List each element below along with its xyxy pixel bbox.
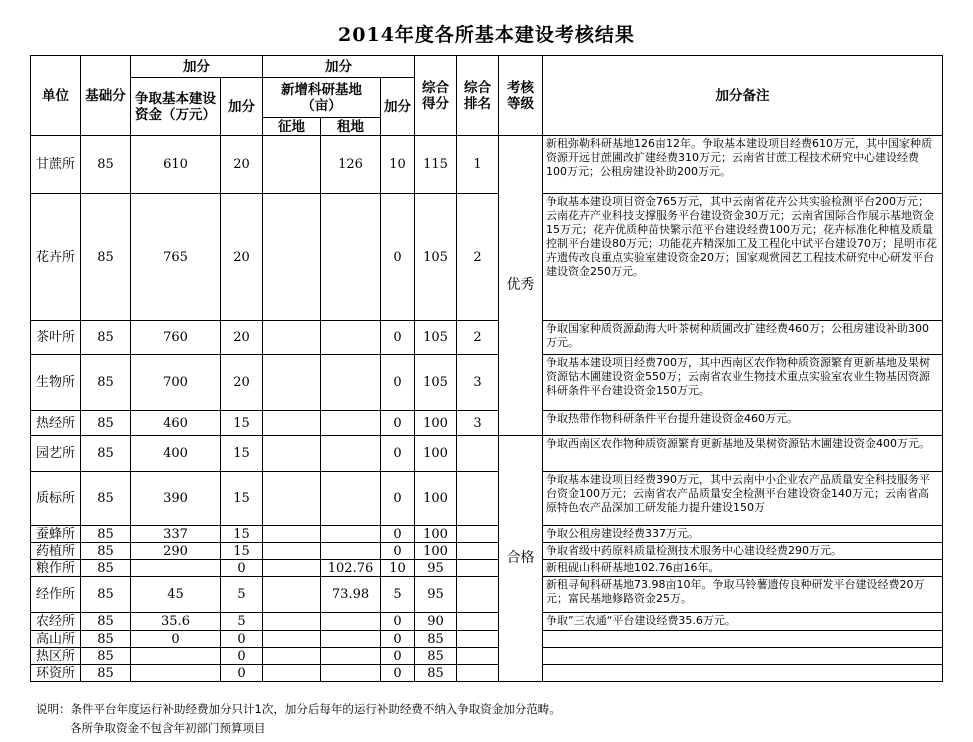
header-fund: 争取基本建设资金（万元） bbox=[131, 78, 221, 136]
cell-base: 85 bbox=[81, 321, 131, 355]
cell-rank bbox=[457, 436, 499, 472]
cell-note: 争取西南区农作物种质资源繁育更新基地及果树资源钻木圃建设资金400万元。 bbox=[543, 436, 943, 472]
cell-rent bbox=[321, 526, 381, 543]
cell-base: 85 bbox=[81, 436, 131, 472]
cell-total: 105 bbox=[415, 321, 457, 355]
table-row bbox=[31, 436, 943, 472]
cell-fund: 390 bbox=[131, 472, 221, 526]
cell-rent bbox=[321, 613, 381, 631]
header-fund-score: 加分 bbox=[221, 78, 263, 136]
cell-total: 85 bbox=[415, 648, 457, 665]
cell-note bbox=[543, 631, 943, 648]
cell-total: 90 bbox=[415, 613, 457, 631]
table-row bbox=[31, 411, 943, 436]
header-land: 新增科研基地（亩） bbox=[263, 78, 381, 118]
cell-fund-score: 20 bbox=[221, 194, 263, 321]
cell-fund-score: 0 bbox=[221, 560, 263, 577]
cell-fund-score: 0 bbox=[221, 631, 263, 648]
cell-unit: 药植所 bbox=[31, 543, 81, 560]
cell-rent bbox=[321, 631, 381, 648]
cell-fund: 700 bbox=[131, 355, 221, 411]
cell-land-score: 10 bbox=[381, 560, 415, 577]
header-land-rent: 租地 bbox=[321, 118, 381, 136]
header-unit: 单位 bbox=[31, 56, 81, 136]
header-total: 综合得分 bbox=[415, 56, 457, 136]
cell-land-score: 0 bbox=[381, 631, 415, 648]
table-row bbox=[31, 665, 943, 682]
cell-fund-score: 0 bbox=[221, 648, 263, 665]
cell-acquire bbox=[263, 543, 321, 560]
cell-base: 85 bbox=[81, 543, 131, 560]
cell-base: 85 bbox=[81, 411, 131, 436]
header-land-acquire: 征地 bbox=[263, 118, 321, 136]
header-rank: 综合排名 bbox=[457, 56, 499, 136]
cell-unit: 园艺所 bbox=[31, 436, 81, 472]
cell-rank: 2 bbox=[457, 321, 499, 355]
cell-total: 105 bbox=[415, 355, 457, 411]
cell-rank bbox=[457, 613, 499, 631]
cell-rank bbox=[457, 526, 499, 543]
cell-land-score: 0 bbox=[381, 194, 415, 321]
cell-base: 85 bbox=[81, 136, 131, 194]
cell-rank bbox=[457, 631, 499, 648]
cell-base: 85 bbox=[81, 648, 131, 665]
cell-rent: 126 bbox=[321, 136, 381, 194]
cell-acquire bbox=[263, 472, 321, 526]
cell-unit: 农经所 bbox=[31, 613, 81, 631]
cell-base: 85 bbox=[81, 577, 131, 613]
cell-unit: 质标所 bbox=[31, 472, 81, 526]
cell-acquire bbox=[263, 411, 321, 436]
cell-base: 85 bbox=[81, 631, 131, 648]
table-row bbox=[31, 613, 943, 631]
cell-acquire bbox=[263, 648, 321, 665]
cell-unit: 高山所 bbox=[31, 631, 81, 648]
footer-note: 说明：条件平台年度运行补助经费加分只计1次，加分后每年的运行补助经费不纳入争取资金加分范畴。 bbox=[36, 702, 561, 716]
cell-note: 争取基本建设项目资金765万元，其中云南省花卉公共实验检测平台200万元；云南花卉产业科技支撑服务平台建设资金30万元；云南省国际合作展示基地资金15万元；花卉优质种苗快繁示范平台建设经费100万元；花卉标准化种植及质量控制平台建设80万元；功能花卉精深加工及工程化中试平台建设70万；昆明市花卉遗传改良重点实验室建设资金20万；国家观赏园艺工程技术研究中心研发平台建设资金250万元。 bbox=[543, 194, 943, 321]
header-bonus-land: 加分 bbox=[263, 56, 415, 78]
cell-acquire bbox=[263, 560, 321, 577]
cell-base: 85 bbox=[81, 665, 131, 682]
cell-fund-score: 5 bbox=[221, 613, 263, 631]
cell-rank: 3 bbox=[457, 355, 499, 411]
table-row bbox=[31, 355, 943, 411]
cell-fund: 400 bbox=[131, 436, 221, 472]
cell-total: 100 bbox=[415, 472, 457, 526]
cell-fund-score: 0 bbox=[221, 665, 263, 682]
cell-land-score: 5 bbox=[381, 577, 415, 613]
table-row bbox=[31, 560, 943, 577]
cell-rent bbox=[321, 472, 381, 526]
cell-fund: 765 bbox=[131, 194, 221, 321]
cell-land-score: 0 bbox=[381, 665, 415, 682]
cell-fund bbox=[131, 560, 221, 577]
cell-fund-score: 5 bbox=[221, 577, 263, 613]
cell-fund: 0 bbox=[131, 631, 221, 648]
header-land-score: 加分 bbox=[381, 78, 415, 136]
cell-rent bbox=[321, 411, 381, 436]
cell-unit: 粮作所 bbox=[31, 560, 81, 577]
table-row bbox=[31, 648, 943, 665]
cell-acquire bbox=[263, 194, 321, 321]
cell-fund: 35.6 bbox=[131, 613, 221, 631]
cell-land-score: 0 bbox=[381, 321, 415, 355]
cell-rent bbox=[321, 321, 381, 355]
cell-rent bbox=[321, 665, 381, 682]
cell-rent bbox=[321, 436, 381, 472]
cell-unit: 花卉所 bbox=[31, 194, 81, 321]
cell-rank: 2 bbox=[457, 194, 499, 321]
cell-base: 85 bbox=[81, 472, 131, 526]
cell-total: 95 bbox=[415, 560, 457, 577]
cell-land-score: 0 bbox=[381, 613, 415, 631]
cell-acquire bbox=[263, 321, 321, 355]
cell-fund-score: 15 bbox=[221, 411, 263, 436]
cell-land-score: 0 bbox=[381, 526, 415, 543]
cell-unit: 生物所 bbox=[31, 355, 81, 411]
cell-acquire bbox=[263, 136, 321, 194]
cell-rent bbox=[321, 648, 381, 665]
cell-total: 95 bbox=[415, 577, 457, 613]
cell-rent bbox=[321, 543, 381, 560]
table-row bbox=[31, 136, 943, 194]
cell-note: 争取国家种质资源勐海大叶茶树种质圃改扩建经费460万；公租房建设补助300万元。 bbox=[543, 321, 943, 355]
cell-rent bbox=[321, 194, 381, 321]
cell-rank bbox=[457, 560, 499, 577]
table-row bbox=[31, 526, 943, 543]
cell-acquire bbox=[263, 577, 321, 613]
cell-acquire bbox=[263, 436, 321, 472]
cell-note: 争取”三农通“平台建设经费35.6万元。 bbox=[543, 613, 943, 631]
cell-acquire bbox=[263, 526, 321, 543]
cell-fund bbox=[131, 665, 221, 682]
cell-fund-score: 20 bbox=[221, 136, 263, 194]
cell-rank bbox=[457, 648, 499, 665]
cell-base: 85 bbox=[81, 355, 131, 411]
cell-acquire bbox=[263, 665, 321, 682]
cell-note: 新租寻甸科研基地73.98亩10年。争取马铃薯遗传良种研发平台建设经费20万元；富民基地修路资金25万。 bbox=[543, 577, 943, 613]
cell-unit: 甘蔗所 bbox=[31, 136, 81, 194]
cell-base: 85 bbox=[81, 613, 131, 631]
cell-rank bbox=[457, 472, 499, 526]
footer-note-2: 各所争取资金不包含年初部门预算项目 bbox=[70, 721, 266, 735]
cell-land-score: 0 bbox=[381, 648, 415, 665]
table-row bbox=[31, 321, 943, 355]
cell-note: 争取省级中药原料质量检测技术服务中心建设经费290万元。 bbox=[543, 543, 943, 560]
table-row bbox=[31, 577, 943, 613]
cell-acquire bbox=[263, 613, 321, 631]
cell-land-score: 0 bbox=[381, 543, 415, 560]
cell-fund: 610 bbox=[131, 136, 221, 194]
cell-fund: 45 bbox=[131, 577, 221, 613]
cell-fund: 290 bbox=[131, 543, 221, 560]
cell-rent: 102.76 bbox=[321, 560, 381, 577]
cell-total: 100 bbox=[415, 543, 457, 560]
cell-rank bbox=[457, 665, 499, 682]
cell-note bbox=[543, 665, 943, 682]
table-row bbox=[31, 472, 943, 526]
cell-land-score: 10 bbox=[381, 136, 415, 194]
cell-land-score: 0 bbox=[381, 411, 415, 436]
cell-note bbox=[543, 648, 943, 665]
cell-rank bbox=[457, 577, 499, 613]
table-row bbox=[31, 631, 943, 648]
cell-unit: 环资所 bbox=[31, 665, 81, 682]
cell-total: 100 bbox=[415, 411, 457, 436]
table-row bbox=[31, 194, 943, 321]
cell-fund-score: 20 bbox=[221, 355, 263, 411]
cell-unit: 蚕蜂所 bbox=[31, 526, 81, 543]
cell-note: 争取公租房建设经费337万元。 bbox=[543, 526, 943, 543]
cell-fund: 337 bbox=[131, 526, 221, 543]
cell-base: 85 bbox=[81, 526, 131, 543]
page-title: 2014年度各所基本建设考核结果 bbox=[338, 24, 635, 46]
cell-fund-score: 15 bbox=[221, 436, 263, 472]
cell-acquire bbox=[263, 631, 321, 648]
cell-acquire bbox=[263, 355, 321, 411]
cell-fund-score: 15 bbox=[221, 526, 263, 543]
cell-note: 争取热带作物科研条件平台提升建设资金460万元。 bbox=[543, 411, 943, 436]
cell-total: 115 bbox=[415, 136, 457, 194]
cell-fund bbox=[131, 648, 221, 665]
cell-fund-score: 15 bbox=[221, 543, 263, 560]
table-row bbox=[31, 543, 943, 560]
cell-unit: 经作所 bbox=[31, 577, 81, 613]
cell-fund-score: 15 bbox=[221, 472, 263, 526]
cell-base: 85 bbox=[81, 194, 131, 321]
cell-fund-score: 20 bbox=[221, 321, 263, 355]
cell-note: 争取基本建设项目经费390万元，其中云南中小企业农产品质量安全科技服务平台资金100万元；云南省农产品质量安全检测平台建设资金140万元；云南省高原特色农产品深加工研发能力提升建设150万 bbox=[543, 472, 943, 526]
cell-rent: 73.98 bbox=[321, 577, 381, 613]
header-grade: 考核等级 bbox=[499, 56, 543, 136]
cell-base: 85 bbox=[81, 560, 131, 577]
cell-total: 100 bbox=[415, 526, 457, 543]
results-table bbox=[30, 55, 943, 682]
cell-unit: 热区所 bbox=[31, 648, 81, 665]
grade-pass: 合格 bbox=[499, 436, 543, 682]
cell-total: 100 bbox=[415, 436, 457, 472]
cell-unit: 茶叶所 bbox=[31, 321, 81, 355]
grade-excellent: 优秀 bbox=[499, 136, 543, 436]
cell-rank: 3 bbox=[457, 411, 499, 436]
cell-land-score: 0 bbox=[381, 436, 415, 472]
header-remark: 加分备注 bbox=[543, 56, 943, 136]
cell-land-score: 0 bbox=[381, 355, 415, 411]
cell-note: 新租弥勒科研基地126亩12年。争取基本建设项目经费610万元，其中国家种质资源开远甘蔗圃改扩建经费310万元；云南省甘蔗工程技术研究中心建设经费100万元；公租房建设补助200万元。 bbox=[543, 136, 943, 194]
header-base-score: 基础分 bbox=[81, 56, 131, 136]
cell-rank bbox=[457, 543, 499, 560]
cell-note: 新租砚山科研基地102.76亩16年。 bbox=[543, 560, 943, 577]
cell-note: 争取基本建设项目经费700万，其中西南区农作物种质资源繁育更新基地及果树资源钻木圃建设资金550万；云南省农业生物技术重点实验室农业生物基因资源科研条件平台建设资金150万元。 bbox=[543, 355, 943, 411]
cell-rent bbox=[321, 355, 381, 411]
cell-fund: 460 bbox=[131, 411, 221, 436]
header-bonus-fund: 加分 bbox=[131, 56, 263, 78]
cell-total: 85 bbox=[415, 631, 457, 648]
cell-total: 105 bbox=[415, 194, 457, 321]
cell-rank: 1 bbox=[457, 136, 499, 194]
cell-fund: 760 bbox=[131, 321, 221, 355]
cell-land-score: 0 bbox=[381, 472, 415, 526]
cell-unit: 热经所 bbox=[31, 411, 81, 436]
cell-total: 85 bbox=[415, 665, 457, 682]
